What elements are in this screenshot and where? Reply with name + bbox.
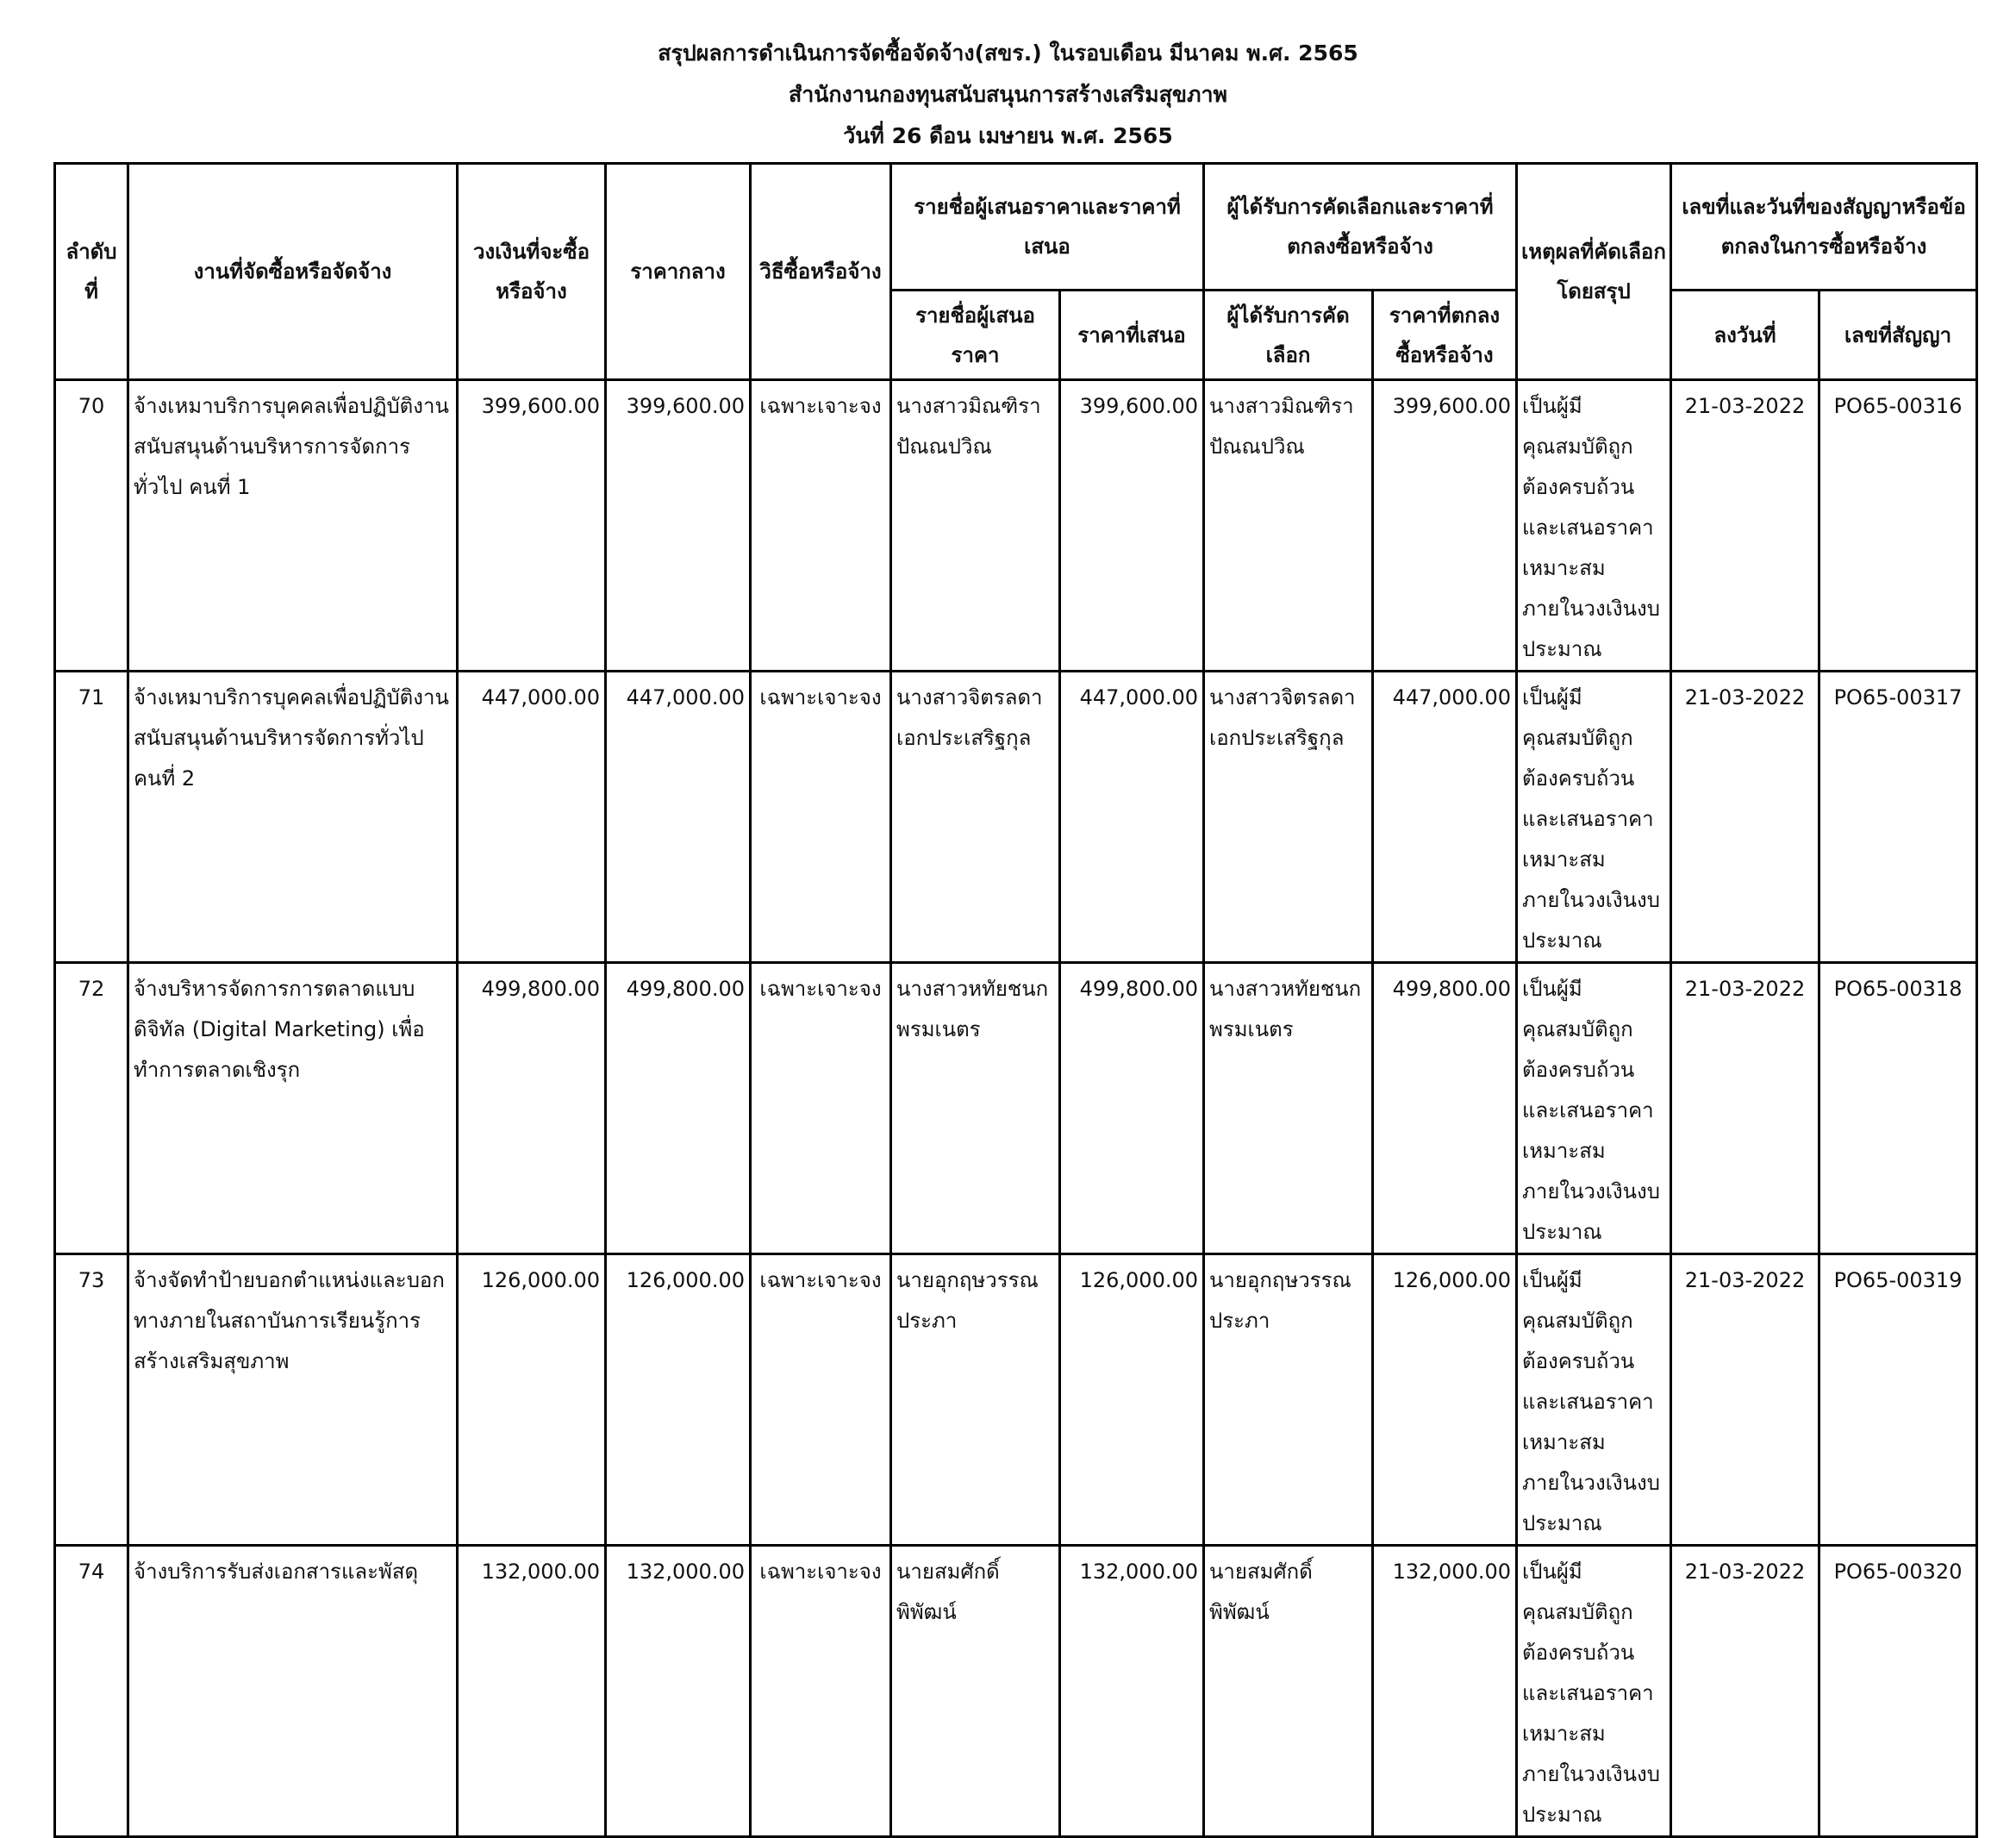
header-contract-no: เลขที่สัญญา — [1819, 291, 1977, 380]
cell-budget: 399,600.00 — [458, 380, 606, 672]
header-seq: ลำดับที่ — [55, 164, 128, 380]
cell-contract-no: PO65-00319 — [1819, 1254, 1977, 1546]
header-date: ลงวันที่ — [1671, 291, 1819, 380]
cell-agreed-price: 499,800.00 — [1373, 963, 1517, 1254]
header-selected-group: ผู้ได้รับการคัดเลือกและราคาที่ตกลงซื้อหรือจ้าง — [1204, 164, 1517, 291]
report-title: สรุปผลการดำเนินการจัดซื้อจัดจ้าง(สขร.) ในรอบเดือน มีนาคม พ.ศ. 2565 — [658, 41, 1358, 66]
cell-median-price: 399,600.00 — [606, 380, 751, 672]
cell-seq: 70 — [55, 380, 128, 672]
cell-budget: 499,800.00 — [458, 963, 606, 1254]
cell-median-price: 132,000.00 — [606, 1546, 751, 1837]
header-bidder-name: รายชื่อผู้เสนอราคา — [891, 291, 1060, 380]
header-agreed-price: ราคาที่ตกลงซื้อหรือจ้าง — [1373, 291, 1517, 380]
cell-selected: นางสาวจิตรลดาเอกประเสริฐกุล — [1204, 672, 1373, 963]
report-title-block — [0, 33, 2016, 157]
cell-bid-price: 447,000.00 — [1060, 672, 1204, 963]
header-contract-group: เลขที่และวันที่ของสัญญาหรือข้อตกลงในการซื้อหรือจ้าง — [1671, 164, 1977, 291]
table-row — [55, 963, 1977, 1254]
cell-reason: เป็นผู้มีคุณสมบัติถูกต้องครบถ้วนและเสนอราคาเหมาะสมภายในวงเงินงบประมาณ — [1517, 1254, 1671, 1546]
cell-reason: เป็นผู้มีคุณสมบัติถูกต้องครบถ้วนและเสนอราคาเหมาะสมภายในวงเงินงบประมาณ — [1517, 380, 1671, 672]
table-row — [55, 672, 1977, 963]
cell-median-price: 126,000.00 — [606, 1254, 751, 1546]
cell-selected: นางสาวหทัยชนก พรมเนตร — [1204, 963, 1373, 1254]
cell-budget: 126,000.00 — [458, 1254, 606, 1546]
cell-contract-no: PO65-00316 — [1819, 380, 1977, 672]
cell-agreed-price: 132,000.00 — [1373, 1546, 1517, 1837]
cell-reason: เป็นผู้มีคุณสมบัติถูกต้องครบถ้วนและเสนอราคาเหมาะสมภายในวงเงินงบประมาณ — [1517, 963, 1671, 1254]
cell-budget: 447,000.00 — [458, 672, 606, 963]
cell-agreed-price: 126,000.00 — [1373, 1254, 1517, 1546]
cell-reason: เป็นผู้มีคุณสมบัติถูกต้องครบถ้วนและเสนอราคาเหมาะสมภายในวงเงินงบประมาณ — [1517, 672, 1671, 963]
cell-date: 21-03-2022 — [1671, 963, 1819, 1254]
header-bid-price: ราคาที่เสนอ — [1060, 291, 1204, 380]
cell-seq: 72 — [55, 963, 128, 1254]
cell-date: 21-03-2022 — [1671, 1546, 1819, 1837]
cell-seq: 71 — [55, 672, 128, 963]
agency-name: สำนักงานกองทุนสนับสนุนการสร้างเสริมสุขภาพ — [788, 82, 1228, 107]
cell-method: เฉพาะเจาะจง — [751, 963, 891, 1254]
cell-agreed-price: 399,600.00 — [1373, 380, 1517, 672]
cell-date: 21-03-2022 — [1671, 1254, 1819, 1546]
cell-task: จ้างเหมาบริการบุคคลเพื่อปฏิบัติงานสนับสนุนด้านบริหารการจัดการทั่วไป คนที่ 1 — [128, 380, 458, 672]
procurement-table — [53, 162, 1978, 1838]
cell-agreed-price: 447,000.00 — [1373, 672, 1517, 963]
table-row — [55, 1546, 1977, 1837]
header-selected-name: ผู้ได้รับการคัดเลือก — [1204, 291, 1373, 380]
cell-task: จ้างจัดทำป้ายบอกตำแหน่งและบอกทางภายในสถาบันการเรียนรู้การสร้างเสริมสุขภาพ — [128, 1254, 458, 1546]
cell-median-price: 499,800.00 — [606, 963, 751, 1254]
cell-selected: นายอุกฤษวรรณประภา — [1204, 1254, 1373, 1546]
cell-bid-price: 499,800.00 — [1060, 963, 1204, 1254]
cell-date: 21-03-2022 — [1671, 672, 1819, 963]
cell-task: จ้างเหมาบริการบุคคลเพื่อปฏิบัติงานสนับสนุนด้านบริหารจัดการทั่วไป คนที่ 2 — [128, 672, 458, 963]
cell-method: เฉพาะเจาะจง — [751, 380, 891, 672]
header-budget: วงเงินที่จะซื้อหรือจ้าง — [458, 164, 606, 380]
header-reason: เหตุผลที่คัดเลือกโดยสรุป — [1517, 164, 1671, 380]
cell-selected: นายสมศักดิ์พิพัฒน์ — [1204, 1546, 1373, 1837]
cell-bidder: นายสมศักดิ์พิพัฒน์ — [891, 1546, 1060, 1837]
header-bidders-group: รายชื่อผู้เสนอราคาและราคาที่เสนอ — [891, 164, 1204, 291]
cell-contract-no: PO65-00320 — [1819, 1546, 1977, 1837]
table-row — [55, 1254, 1977, 1546]
cell-bid-price: 126,000.00 — [1060, 1254, 1204, 1546]
cell-median-price: 447,000.00 — [606, 672, 751, 963]
cell-seq: 73 — [55, 1254, 128, 1546]
cell-seq: 74 — [55, 1546, 128, 1837]
cell-bidder: นางสาวหทัยชนก พรมเนตร — [891, 963, 1060, 1254]
cell-contract-no: PO65-00317 — [1819, 672, 1977, 963]
cell-bidder: นางสาวจิตรลดาเอกประเสริฐกุล — [891, 672, 1060, 963]
cell-bid-price: 399,600.00 — [1060, 380, 1204, 672]
cell-reason: เป็นผู้มีคุณสมบัติถูกต้องครบถ้วนและเสนอราคาเหมาะสมภายในวงเงินงบประมาณ — [1517, 1546, 1671, 1837]
cell-bidder: นางสาวมิณฑิราปัณณปวิณ — [891, 380, 1060, 672]
cell-bid-price: 132,000.00 — [1060, 1546, 1204, 1837]
cell-task: จ้างบริการรับส่งเอกสารและพัสดุ — [128, 1546, 458, 1837]
cell-bidder: นายอุกฤษวรรณประภา — [891, 1254, 1060, 1546]
cell-method: เฉพาะเจาะจง — [751, 672, 891, 963]
cell-task: จ้างบริหารจัดการการตลาดแบบดิจิทัล (Digital Marketing) เพื่อทำการตลาดเชิงรุก — [128, 963, 458, 1254]
header-method: วิธีซื้อหรือจ้าง — [751, 164, 891, 380]
cell-selected: นางสาวมิณฑิราปัณณปวิณ — [1204, 380, 1373, 672]
header-task: งานที่จัดซื้อหรือจัดจ้าง — [128, 164, 458, 380]
cell-method: เฉพาะเจาะจง — [751, 1254, 891, 1546]
cell-contract-no: PO65-00318 — [1819, 963, 1977, 1254]
cell-method: เฉพาะเจาะจง — [751, 1546, 891, 1837]
cell-date: 21-03-2022 — [1671, 380, 1819, 672]
table-row — [55, 380, 1977, 672]
report-date: วันที่ 26 ดือน เมษายน พ.ศ. 2565 — [843, 123, 1173, 148]
header-median-price: ราคากลาง — [606, 164, 751, 380]
cell-budget: 132,000.00 — [458, 1546, 606, 1837]
